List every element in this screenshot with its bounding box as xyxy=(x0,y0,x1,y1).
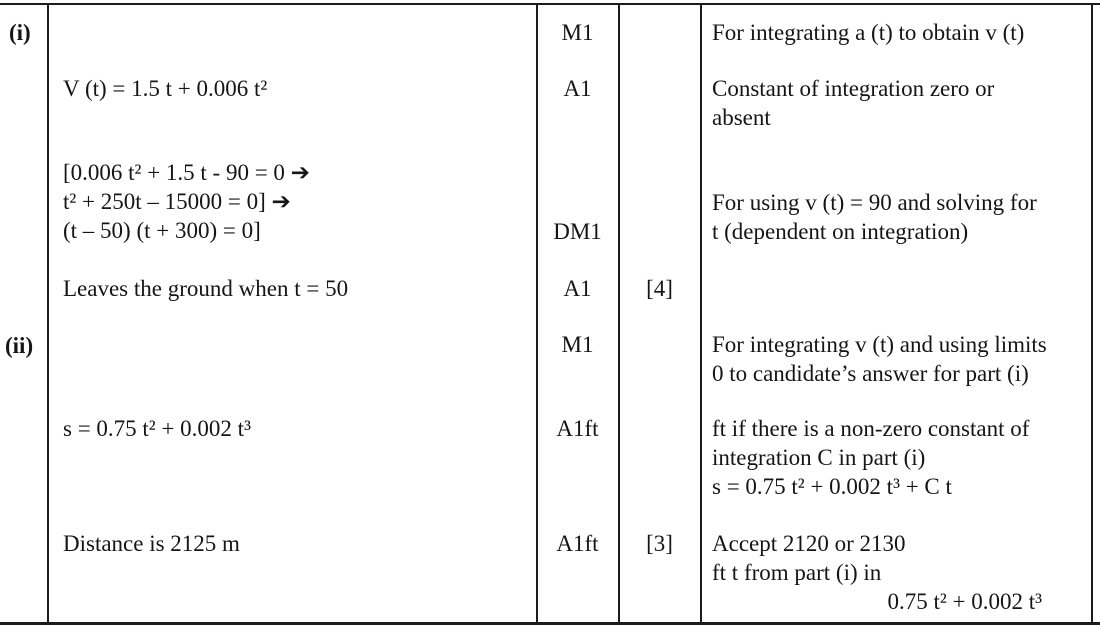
comment-final-ii xyxy=(712,529,1042,616)
table-bottom-border xyxy=(0,622,1100,625)
total-marks-i: [4] xyxy=(646,276,673,301)
working-v-equation: V (t) = 1.5 t + 0.006 t² xyxy=(63,76,268,101)
working-s-equation: s = 0.75 t² + 0.002 t³ xyxy=(63,416,251,441)
part-label-i: (i) xyxy=(9,20,31,45)
working-conclusion-ii: Distance is 2125 m xyxy=(63,531,240,556)
comment-ft-line2: integration C in part (i) xyxy=(712,445,926,470)
column-divider-part xyxy=(47,3,49,625)
comment-solve-line2: t (dependent on integration) xyxy=(712,219,969,244)
comment-final-line1: Accept 2120 or 2130 xyxy=(712,531,906,556)
mark-m1-i: M1 xyxy=(561,20,594,45)
table-top-border xyxy=(0,3,1100,5)
working-solving xyxy=(63,158,310,245)
comment-ft-line3: s = 0.75 t² + 0.002 t³ + C t xyxy=(712,474,952,499)
comment-integrate-ii-line2: 0 to candidate’s answer for part (i) xyxy=(712,361,1029,386)
mark-a1-final-i: A1 xyxy=(563,276,592,301)
mark-a1ft-final: A1ft xyxy=(556,531,599,556)
comment-constant-line2: absent xyxy=(712,105,771,130)
working-solving-line2: t² + 250t – 15000 = 0] ➔ xyxy=(63,189,291,214)
comment-integrate-i: For integrating a (t) to obtain v (t) xyxy=(712,20,1025,45)
part-label-ii: (ii) xyxy=(5,333,34,358)
mark-dm1: DM1 xyxy=(553,219,602,244)
comment-final-line2: ft t from part (i) in xyxy=(712,560,882,585)
comment-ft xyxy=(712,414,1029,501)
mark-m1-ii: M1 xyxy=(561,332,594,357)
mark-a1ft: A1ft xyxy=(556,416,599,441)
working-conclusion-i: Leaves the ground when t = 50 xyxy=(63,276,349,301)
comment-solve xyxy=(712,188,1037,246)
total-marks-ii: [3] xyxy=(646,531,673,556)
comment-integrate-ii-line1: For integrating v (t) and using limits xyxy=(712,332,1047,357)
comment-final-line3: 0.75 t² + 0.002 t³ xyxy=(887,589,1042,614)
working-solving-line3: (t – 50) (t + 300) = 0] xyxy=(63,218,261,243)
comment-constant-line1: Constant of integration zero or xyxy=(712,76,995,101)
mark-a1-constant: A1 xyxy=(563,76,592,101)
comment-ft-line1: ft if there is a non-zero constant of xyxy=(712,416,1030,441)
working-solving-line1: [0.006 t² + 1.5 t - 90 = 0 ➔ xyxy=(63,160,310,185)
comment-integrate-ii xyxy=(712,330,1047,388)
comment-solve-line1: For using v (t) = 90 and solving for xyxy=(712,190,1037,215)
comment-constant xyxy=(712,74,994,132)
table-right-border xyxy=(1091,3,1093,625)
column-divider-total xyxy=(700,3,702,625)
